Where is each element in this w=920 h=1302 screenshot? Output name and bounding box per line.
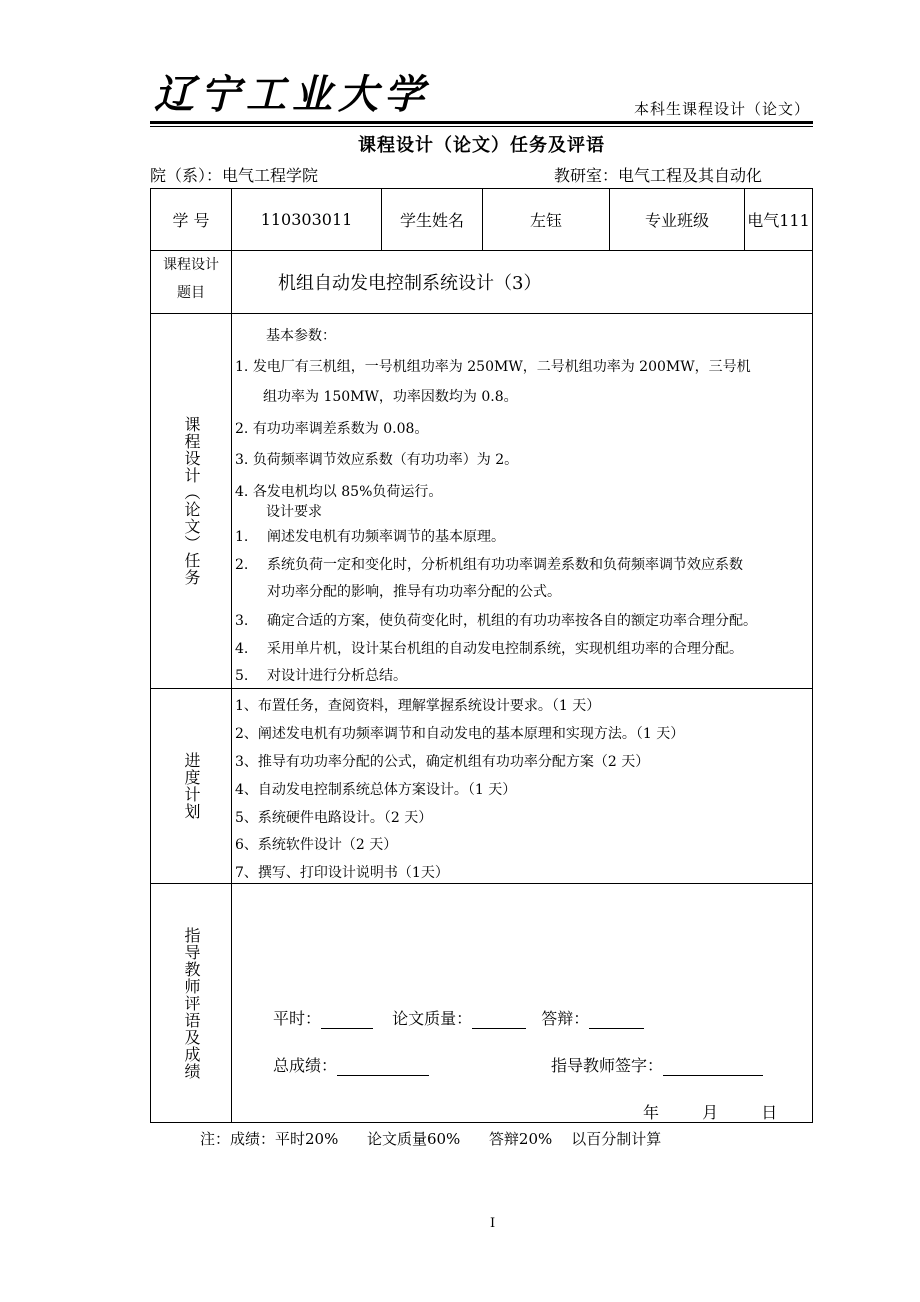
teaching-office-label: 教研室：电气工程及其自动化 (554, 166, 763, 185)
requirement-item: 1. 阐述发电机有功频率调节的基本原理。 (235, 529, 505, 545)
major-class-value: 电气111 (747, 211, 810, 230)
schedule-item: 7、撰写、打印设计说明书（1天） (235, 865, 449, 881)
paper-quality-blank[interactable] (472, 1012, 526, 1029)
evaluation-section-label: 指导教师评语及成绩 (182, 927, 201, 1080)
header-doc-type: 本科生课程设计（论文） (633, 100, 810, 118)
total-score-label: 总成绩： (273, 1056, 338, 1075)
total-score-blank[interactable] (337, 1059, 429, 1076)
college-label: 院（系）：电气工程学院 (150, 166, 319, 185)
date-row (643, 1100, 777, 1123)
grading-footnote: 注：成绩：平时20% 论文质量60% 答辩20% 以百分制计算 (200, 1130, 662, 1148)
basic-param-item: 1. 发电厂有三机组，一号机组功率为 250MW，二号机组功率为 200MW，三号机 (235, 359, 751, 375)
schedule-item: 2、阐述发电机有功频率调节和自动发电的基本原理和实现方法。（1 天） (235, 726, 685, 742)
regular-score-blank[interactable] (321, 1012, 373, 1029)
row-divider (151, 688, 812, 689)
defense-blank[interactable] (589, 1012, 644, 1029)
requirement-item-cont: 对功率分配的影响，推导有功功率分配的公式。 (267, 584, 561, 600)
basic-params-heading: 基本参数： (266, 328, 336, 344)
major-class-label: 专业班级 (644, 211, 709, 230)
regular-score-label: 平时： (273, 1009, 322, 1028)
requirement-item: 5. 对设计进行分析总结。 (235, 668, 407, 684)
schedule-item: 5、系统硬件电路设计。（2 天） (235, 810, 433, 826)
topic-label (151, 251, 231, 313)
paper-quality-label: 论文质量： (392, 1009, 473, 1028)
page-number: I (490, 1216, 496, 1231)
advisor-signature-row (551, 1053, 763, 1076)
grades-row (273, 1006, 644, 1029)
task-section-label: 课程设计（论文）任务 (182, 415, 201, 586)
advisor-signature-blank[interactable] (663, 1059, 763, 1076)
basic-param-item: 4. 各发电机均以 85%负荷运行。 (235, 484, 443, 500)
row-divider (151, 313, 812, 314)
university-logo (150, 62, 430, 122)
schedule-item: 4、自动发电控制系统总体方案设计。（1 天） (235, 782, 517, 798)
student-name-label: 学生姓名 (399, 211, 464, 230)
basic-param-item-cont: 组功率为 150MW，功率因数均为 0.8。 (263, 389, 518, 405)
university-name: 辽宁工业大学 (154, 71, 430, 118)
schedule-item: 6、系统软件设计（2 天） (235, 837, 398, 853)
page-title: 课程设计（论文）任务及评语 (358, 135, 605, 156)
schedule-item: 3、推导有功功率分配的公式，确定机组有功功率分配方案（2 天） (235, 754, 650, 770)
topic-label-line2: 题目 (177, 285, 205, 301)
col-divider-label (231, 189, 232, 1122)
date-month: 月 (702, 1103, 719, 1122)
requirement-item: 3. 确定合适的方案，使负荷变化时，机组的有功功率按各自的额定功率合理分配。 (235, 613, 757, 629)
basic-param-item: 2. 有功功率调差系数为 0.08。 (235, 421, 429, 437)
schedule-item: 1、布置任务，查阅资料，理解掌握系统设计要求。（1 天） (235, 698, 601, 714)
student-id-label: 学 号 (172, 211, 210, 230)
task-table (150, 188, 813, 1123)
requirements-heading: 设计要求 (266, 504, 322, 520)
total-score-row (273, 1053, 429, 1076)
date-year: 年 (643, 1103, 660, 1122)
defense-label: 答辩： (541, 1009, 590, 1028)
requirement-item: 2. 系统负荷一定和变化时，分析机组有功功率调差系数和负荷频率调节效应系数 (235, 557, 743, 573)
row-divider (151, 250, 812, 251)
header-rule-thick (150, 121, 813, 124)
requirement-item: 4. 采用单片机，设计某台机组的自动发电控制系统，实现机组功率的合理分配。 (235, 641, 743, 657)
university-calligraphy-logo (150, 62, 430, 122)
student-id-value: 110303011 (260, 210, 353, 229)
date-day: 日 (761, 1103, 778, 1122)
basic-param-item: 3. 负荷频率调节效应系数（有功功率）为 2。 (235, 452, 519, 468)
topic-value: 机组自动发电控制系统设计（3） (278, 273, 542, 294)
student-name-value: 左钰 (529, 211, 562, 230)
advisor-signature-label: 指导教师签字： (551, 1056, 664, 1075)
row-divider (151, 883, 812, 884)
header-rule-thin (150, 126, 813, 127)
topic-label-line1: 课程设计 (163, 257, 219, 273)
schedule-section-label: 进度计划 (182, 751, 201, 820)
